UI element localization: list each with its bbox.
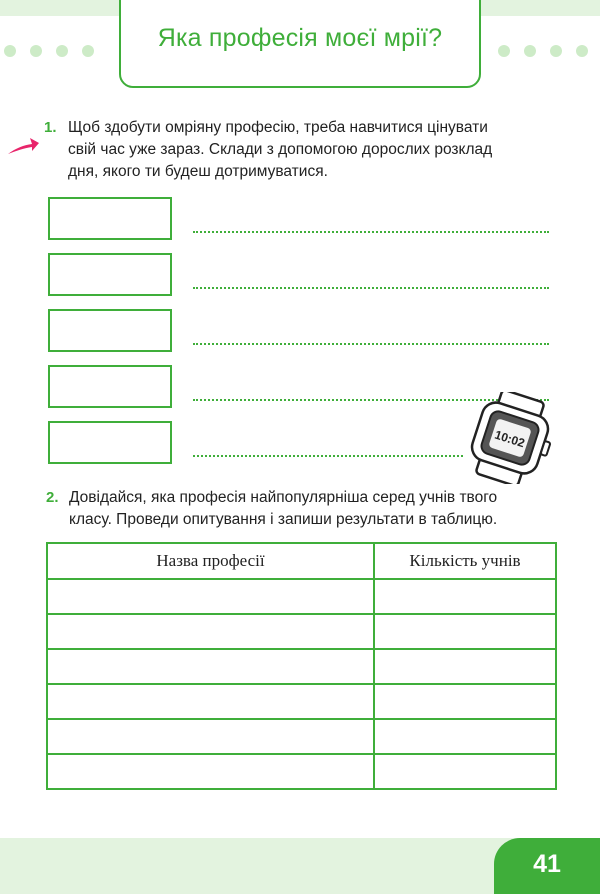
table-row	[47, 754, 556, 789]
smartwatch-icon	[462, 392, 558, 484]
decorative-dot	[82, 45, 94, 57]
count-cell[interactable]	[374, 754, 556, 789]
decorative-dot	[4, 45, 16, 57]
table-row	[47, 649, 556, 684]
table-row	[47, 614, 556, 649]
survey-table	[46, 542, 557, 790]
profession-cell[interactable]	[47, 649, 374, 684]
task-2-line: Довідайся, яка професія найпопулярніша серед учнів твого	[69, 489, 498, 506]
schedule-activity-line-2[interactable]	[193, 287, 549, 289]
schedule-time-box-4[interactable]	[48, 365, 172, 408]
profession-cell[interactable]	[47, 614, 374, 649]
decorative-dot	[30, 45, 42, 57]
decorative-dot	[524, 45, 536, 57]
task-1-line: Щоб здобути омріяну професію, треба навчитися цінувати	[68, 119, 488, 136]
pointer-arrow-icon	[6, 134, 40, 158]
page-number: 41	[533, 850, 561, 878]
schedule-time-box-3[interactable]	[48, 309, 172, 352]
profession-cell[interactable]	[47, 754, 374, 789]
decorative-dot	[550, 45, 562, 57]
task-1-line: дня, якого ти будеш дотримуватися.	[68, 163, 328, 180]
task-2-number: 2.	[46, 489, 59, 506]
schedule-activity-line-3[interactable]	[193, 343, 549, 345]
count-cell[interactable]	[374, 719, 556, 754]
profession-cell[interactable]	[47, 719, 374, 754]
profession-cell[interactable]	[47, 579, 374, 614]
schedule-time-box-5[interactable]	[48, 421, 172, 464]
schedule-time-box-2[interactable]	[48, 253, 172, 296]
watch-display-text: 10:02	[492, 427, 527, 451]
count-cell[interactable]	[374, 649, 556, 684]
task-1-text	[68, 117, 492, 183]
decorative-dot	[576, 45, 588, 57]
decorative-dot	[56, 45, 68, 57]
decorative-dot	[498, 45, 510, 57]
schedule-activity-line-1[interactable]	[193, 231, 549, 233]
task-2-text	[69, 487, 497, 531]
schedule-activity-line-5[interactable]	[193, 455, 463, 457]
count-cell[interactable]	[374, 579, 556, 614]
page-title: Яка професія моєї мрії?	[157, 24, 443, 52]
table-header-row	[47, 543, 556, 579]
column-header-profession: Назва професії	[47, 543, 374, 579]
count-cell[interactable]	[374, 684, 556, 719]
count-cell[interactable]	[374, 614, 556, 649]
table-row	[47, 684, 556, 719]
column-header-student-count: Кількість учнів	[374, 543, 556, 579]
task-1-number: 1.	[44, 119, 57, 136]
table-row	[47, 719, 556, 754]
task-2-line: класу. Проведи опитування і запиши результати в таблицю.	[69, 511, 498, 528]
task-1-line: свій час уже зараз. Склади з допомогою дорослих розклад	[68, 141, 493, 158]
table-row	[47, 579, 556, 614]
profession-cell[interactable]	[47, 684, 374, 719]
title-card	[119, 0, 481, 88]
page-number-tab	[494, 838, 600, 894]
schedule-time-box-1[interactable]	[48, 197, 172, 240]
